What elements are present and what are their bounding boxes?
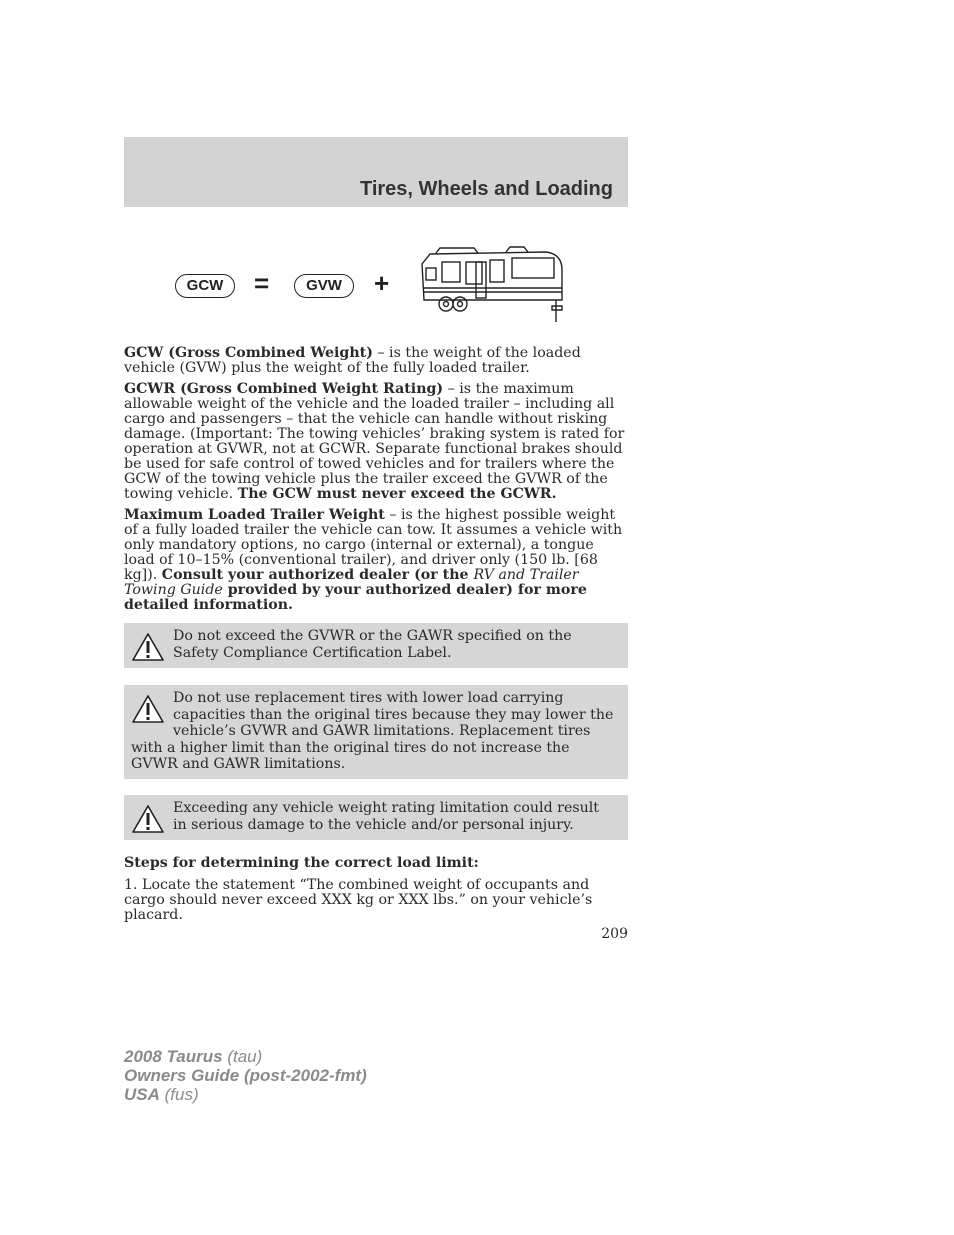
gcw-label: GCW xyxy=(175,274,235,298)
equals-sign: = xyxy=(254,268,270,298)
gcw-term: GCW (Gross Combined Weight) xyxy=(124,345,373,361)
document-footer xyxy=(124,1047,367,1104)
steps-heading-text: Steps for determining the correct load limit: xyxy=(124,855,479,871)
warning-text: Do not use replacement tires with lower load carrying capacities than the original tires because they may lower the vehicle’s GVWR and GAWR limitations. Replacement tires with a higher limit than the original tires do not increase the GVWR and GAWR limitations. xyxy=(131,690,614,772)
plus-sign: + xyxy=(374,268,390,298)
footer-market-code: (fus) xyxy=(159,1085,199,1104)
gcwr-term: GCWR (Gross Combined Weight Rating) xyxy=(124,381,444,397)
mltw-term: Maximum Loaded Trailer Weight xyxy=(124,507,385,523)
page-number: 209 xyxy=(601,926,628,942)
warning-text: Do not exceed the GVWR or the GAWR specified on the Safety Compliance Certification Label. xyxy=(173,628,572,661)
mltw-text: – is the highest possible weight of a fully loaded trailer the vehicle can tow. It assumes a vehicle with only mandatory options, no cargo (internal or external), a tongue load of 10–15% (conventional trailer), and driver only (150 lb. [68 kg]). xyxy=(124,507,623,583)
step-1: 1. Locate the statement “The combined weight of occupants and cargo should never exceed XXX kg or XXX lbs.” on your vehicle’s placard. xyxy=(124,877,593,923)
footer-market: USA xyxy=(124,1085,160,1104)
gcw-definition xyxy=(124,346,628,376)
mltw-emphasis-1: Consult your authorized dealer (or the xyxy=(161,567,474,583)
gcw-equation-figure xyxy=(124,240,628,330)
gcw-text: – is the weight of the loaded vehicle (GVW) plus the weight of the fully loaded trailer. xyxy=(124,345,581,376)
travel-trailer-icon xyxy=(416,244,564,324)
footer-model: 2008 Taurus xyxy=(124,1047,223,1066)
towing-guide-title: RV and Trailer Towing Guide xyxy=(124,567,579,598)
mltw-definition xyxy=(124,508,628,613)
steps-heading xyxy=(124,856,628,871)
warning-triangle-icon xyxy=(131,804,165,834)
mltw-emphasis-2: provided by your authorized dealer) for more detailed information. xyxy=(124,582,587,613)
section-header xyxy=(124,137,628,207)
section-title: Tires, Wheels and Loading xyxy=(359,178,613,200)
warning-box xyxy=(124,623,628,668)
warning-triangle-icon xyxy=(131,632,165,662)
warning-box xyxy=(124,685,628,779)
gvw-label: GVW xyxy=(294,274,354,298)
warning-text: Exceeding any vehicle weight rating limitation could result in serious damage to the vehicle and/or personal injury. xyxy=(173,800,599,833)
warning-box xyxy=(124,795,628,840)
footer-guide: Owners Guide (post-2002-fmt) xyxy=(124,1066,367,1085)
gcwr-definition xyxy=(124,382,628,502)
gcwr-emphasis: The GCW must never exceed the GCWR. xyxy=(237,486,557,502)
gcwr-text: – is the maximum allowable weight of the vehicle and the loaded trailer – including all cargo and passengers – that the vehicle can handle without risking damage. (Important: The towing vehicles’ braking system is rated for operation at GVWR, not at GCWR. Separate functional brakes should be used for safe control of towed vehicles and for trailers where the GCW of the towing vehicle plus the trailer exceed the GVWR of the towing vehicle. xyxy=(124,381,625,502)
warning-triangle-icon xyxy=(131,694,165,724)
footer-model-code: (tau) xyxy=(222,1047,263,1066)
